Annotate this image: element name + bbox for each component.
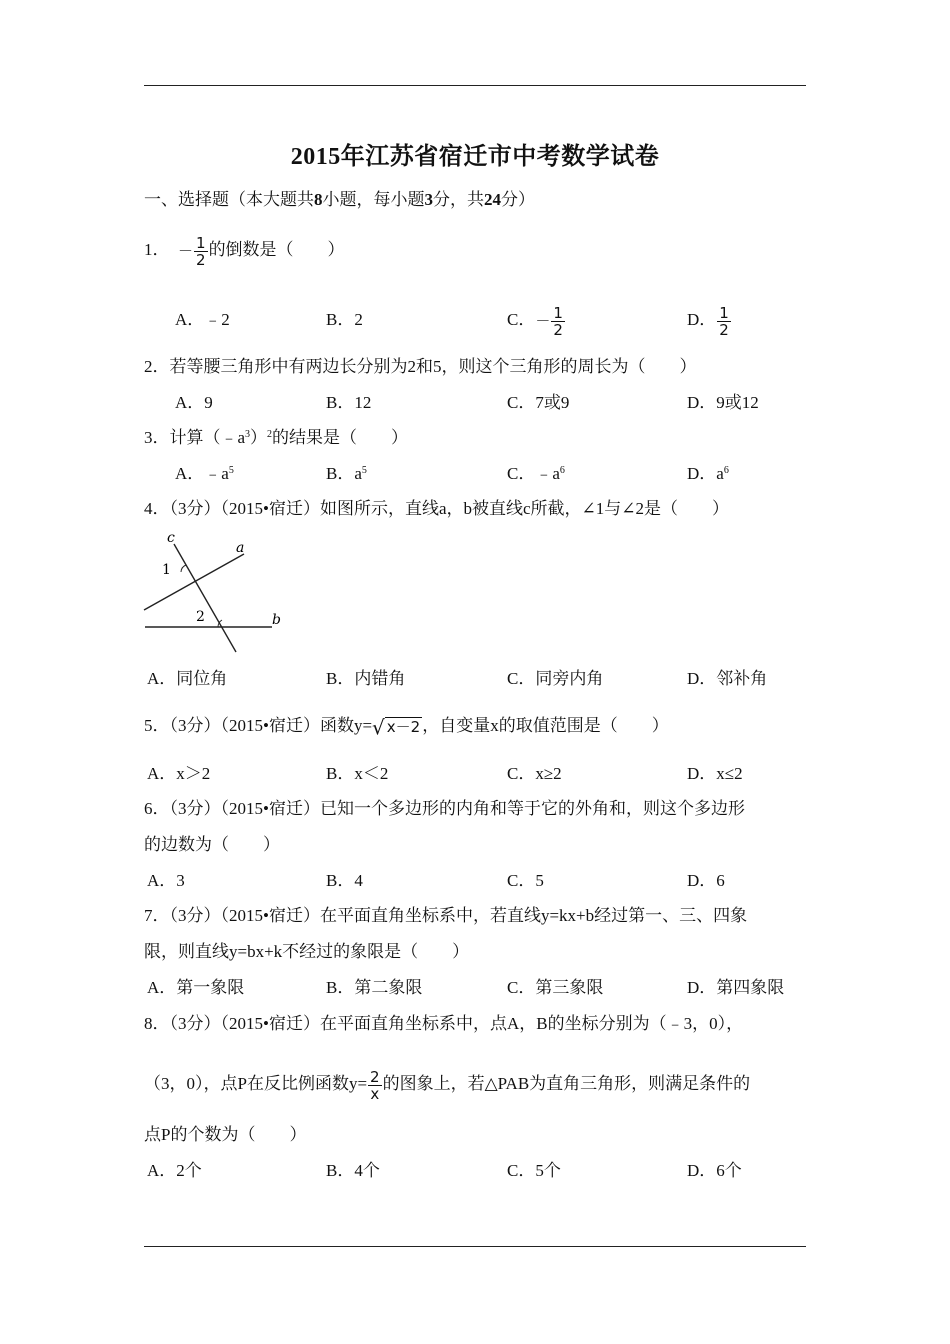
q5-option-d[interactable]: D．x≤2 [687,764,743,783]
q8-option-d[interactable]: D．6个 [687,1161,742,1180]
q7-option-b[interactable]: B．第二象限 [326,978,423,997]
fraction: $\frac{1}{2}$ [553,303,563,339]
q3-option-a[interactable]: A．$﹣a^5$ [175,464,234,483]
top-rule [144,85,806,86]
q3-option-d[interactable]: D．$a^6$ [687,464,729,483]
section-heading: 一、选择题（本大题共8小题，每小题3分，共24分） [144,190,535,209]
question-3-stem: 3．计算$(﹣a^3)^2$的结果是（ ） [144,428,409,447]
q5-option-b[interactable]: B．x＜2 [326,764,389,783]
q2-option-c[interactable]: C．7或9 [507,393,570,412]
q1-option-a[interactable]: A．﹣2 [175,310,230,329]
q5-option-a[interactable]: A．x＞2 [147,764,211,783]
q7-option-a[interactable]: A．第一象限 [147,978,245,997]
q4-option-b[interactable]: B．内错角 [326,669,406,688]
q6-option-d[interactable]: D．6 [687,871,725,890]
label-1: 1 [162,562,171,578]
q7-option-c[interactable]: C．第三象限 [507,978,604,997]
q2-option-b[interactable]: B．12 [326,393,372,412]
q8-option-b[interactable]: B．4个 [326,1161,380,1180]
question-8-line-2: （3，0），点P在反比例函数y= $\frac{2}{x}$ 的图象上，若△PAB为直角三角形，则满足条件的 [144,1067,751,1103]
q3-option-c[interactable]: C．$﹣a^6$ [507,464,565,483]
question-8-line-1: 8．（3分）（2015•宿迁）在平面直角坐标系中，点A，B的坐标分别为（﹣3，0）， [144,1014,744,1033]
q3-option-b[interactable]: B．$a^5$ [326,464,367,483]
label-c: c [167,530,175,546]
q1-option-b[interactable]: B．2 [326,310,363,329]
square-root: √ x－2 [372,715,421,740]
q4-option-a[interactable]: A．同位角 [147,669,228,688]
bottom-rule [144,1246,806,1247]
q8-option-a[interactable]: A．2个 [147,1161,202,1180]
q4-option-d[interactable]: D．邻补角 [687,669,768,688]
question-1-stem: 1． － $\frac{1}{2}$ 的倒数是（ ） [144,233,345,269]
question-7-line-1: 7．（3分）（2015•宿迁）在平面直角坐标系中，若直线y=kx+b经过第一、三、四象 [144,906,748,925]
question-6-line-1: 6．（3分）（2015•宿迁）已知一个多边形的内角和等于它的外角和，则这个多边形 [144,799,745,818]
label-2: 2 [196,609,205,625]
question-2-stem: 2．若等腰三角形中有两边长分别为2和5，则这个三角形的周长为（ ） [144,357,697,376]
fraction: $\frac{1}{2}$ [719,303,729,339]
q2-option-d[interactable]: D．9或12 [687,393,759,412]
label-b: b [272,612,281,628]
q6-option-b[interactable]: B．4 [326,871,363,890]
page-title: 2015年江苏省宿迁市中考数学试卷 [290,144,660,170]
q8-option-c[interactable]: C．5个 [507,1161,561,1180]
q5-option-c[interactable]: C．x≥2 [507,764,562,783]
q7-option-d[interactable]: D．第四象限 [687,978,785,997]
q6-option-c[interactable]: C．5 [507,871,544,890]
parallel-lines-figure [140,528,290,656]
q1-option-d[interactable]: D． $\frac{1}{2}$ [687,303,729,339]
q1-option-c[interactable]: C．－ $\frac{1}{2}$ [507,303,563,339]
q2-option-a[interactable]: A．9 [175,393,213,412]
question-6-line-2: 的边数为（ ） [144,835,280,854]
q4-option-c[interactable]: C．同旁内角 [507,669,604,688]
question-5-stem: 5．（3分）（2015•宿迁）函数y=√ x－2 ，自变量x的取值范围是（ ） [144,715,669,740]
fraction: $\frac{2}{x}$ [370,1067,380,1103]
fraction: $\frac{1}{2}$ [196,233,206,269]
label-a: a [236,540,245,556]
q6-option-a[interactable]: A．3 [147,871,185,890]
question-8-line-3: 点P的个数为（ ） [144,1125,307,1144]
question-4-stem: 4．（3分）（2015•宿迁）如图所示，直线a，b被直线c所截，∠1与∠2是（ ） [144,499,730,518]
question-7-line-2: 限，则直线y=bx+k不经过的象限是（ ） [144,942,470,961]
